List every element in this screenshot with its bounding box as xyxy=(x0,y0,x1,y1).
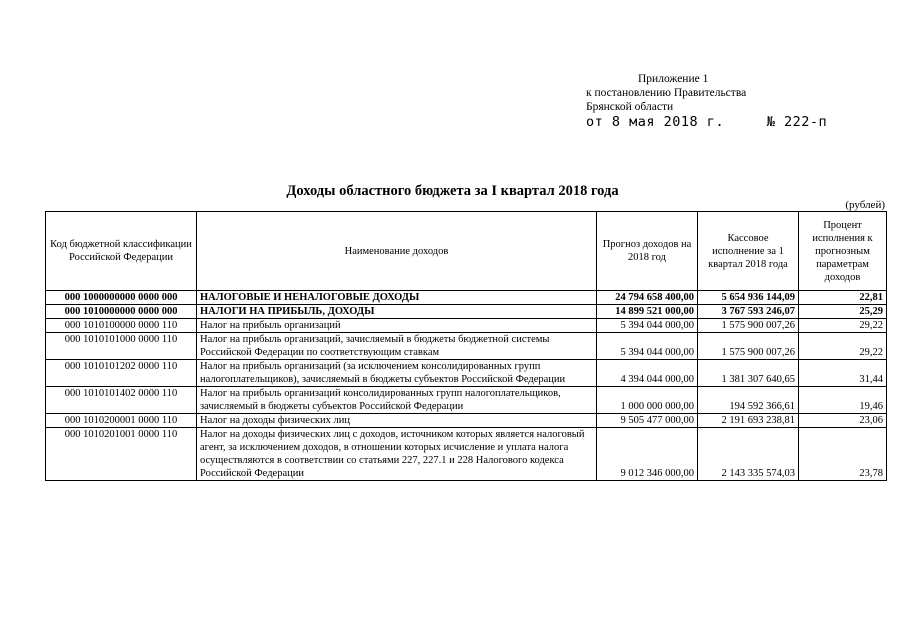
row-percent: 29,22 xyxy=(799,333,887,360)
row-code: 000 1010100000 0000 110 xyxy=(46,319,197,333)
date-prefix: от xyxy=(586,114,604,130)
row-percent: 31,44 xyxy=(799,360,887,387)
row-code: 000 1010101202 0000 110 xyxy=(46,360,197,387)
row-actual: 5 654 936 144,09 xyxy=(698,291,799,305)
row-forecast: 5 394 044 000,00 xyxy=(597,319,698,333)
row-percent: 25,29 xyxy=(799,305,887,319)
table-row xyxy=(46,291,887,305)
table-row xyxy=(46,319,887,333)
row-code: 000 1000000000 0000 000 xyxy=(46,291,197,305)
row-code: 000 1010201001 0000 110 xyxy=(46,428,197,481)
header-code: Код бюджетной классификации Российской Федерации xyxy=(46,212,197,291)
annex-line-1: Приложение 1 xyxy=(638,73,709,85)
row-actual: 3 767 593 246,07 xyxy=(698,305,799,319)
row-code: 000 1010000000 0000 000 xyxy=(46,305,197,319)
row-name: Налог на прибыль организаций консолидированных групп налогоплательщиков, зачисляемый в бюджеты субъектов Российской Федерации xyxy=(197,387,597,414)
table-header-row xyxy=(46,212,887,291)
row-name: Налог на прибыль организаций, зачисляемый в бюджеты бюджетной системы Российской Федерации по соответствующим ставкам xyxy=(197,333,597,360)
row-name: НАЛОГОВЫЕ И НЕНАЛОГОВЫЕ ДОХОДЫ xyxy=(197,291,597,305)
row-percent: 22,81 xyxy=(799,291,887,305)
header-percent: Процент исполнения к прогнозным параметрам доходов xyxy=(799,212,887,291)
row-forecast: 14 899 521 000,00 xyxy=(597,305,698,319)
row-actual: 194 592 366,61 xyxy=(698,387,799,414)
table-row xyxy=(46,305,887,319)
row-actual: 2 143 335 574,03 xyxy=(698,428,799,481)
table-row xyxy=(46,428,887,481)
header-name: Наименование доходов xyxy=(197,212,597,291)
row-actual: 1 575 900 007,26 xyxy=(698,333,799,360)
table-row xyxy=(46,414,887,428)
row-percent: 23,78 xyxy=(799,428,887,481)
row-code: 000 1010101000 0000 110 xyxy=(46,333,197,360)
row-forecast: 24 794 658 400,00 xyxy=(597,291,698,305)
table-row xyxy=(46,333,887,360)
row-percent: 29,22 xyxy=(799,319,887,333)
row-code: 000 1010200001 0000 110 xyxy=(46,414,197,428)
row-name: НАЛОГИ НА ПРИБЫЛЬ, ДОХОДЫ xyxy=(197,305,597,319)
resolution-number: 222-п xyxy=(784,114,828,130)
revenue-table xyxy=(45,211,887,481)
row-forecast: 4 394 044 000,00 xyxy=(597,360,698,387)
row-name: Налог на доходы физических лиц с доходов, источником которых является налоговый агент, за исключением доходов, в отношении которых исчисление и уплата налога осуществляются в соответствии со статьями 227, 227.1 и 228 Налогового кодекса Российской Федерации xyxy=(197,428,597,481)
header-actual: Кассовое исполнение за 1 квартал 2018 года xyxy=(698,212,799,291)
row-actual: 1 575 900 007,26 xyxy=(698,319,799,333)
row-forecast: 5 394 044 000,00 xyxy=(597,333,698,360)
header-forecast: Прогноз доходов на 2018 год xyxy=(597,212,698,291)
annex-line-2: к постановлению Правительства xyxy=(586,87,747,99)
resolution-date: 8 мая 2018 г. xyxy=(611,114,725,130)
row-code: 000 1010101402 0000 110 xyxy=(46,387,197,414)
row-actual: 1 381 307 640,65 xyxy=(698,360,799,387)
number-prefix: № xyxy=(766,114,776,130)
row-name: Налог на прибыль организаций xyxy=(197,319,597,333)
row-forecast: 9 505 477 000,00 xyxy=(597,414,698,428)
unit-label: (рублей) xyxy=(845,199,885,211)
table-row xyxy=(46,360,887,387)
annex-date-number xyxy=(586,115,827,129)
row-percent: 19,46 xyxy=(799,387,887,414)
row-name: Налог на доходы физических лиц xyxy=(197,414,597,428)
row-percent: 23,06 xyxy=(799,414,887,428)
row-forecast: 9 012 346 000,00 xyxy=(597,428,698,481)
annex-line-3: Брянской области xyxy=(586,101,674,113)
document-title: Доходы областного бюджета за I квартал 2018 года xyxy=(286,183,619,199)
row-actual: 2 191 693 238,81 xyxy=(698,414,799,428)
annex-block xyxy=(586,72,827,129)
row-forecast: 1 000 000 000,00 xyxy=(597,387,698,414)
table-row xyxy=(46,387,887,414)
row-name: Налог на прибыль организаций (за исключением консолидированных групп налогоплательщиков), зачисляемый в бюджеты субъектов Российской Федерации xyxy=(197,360,597,387)
